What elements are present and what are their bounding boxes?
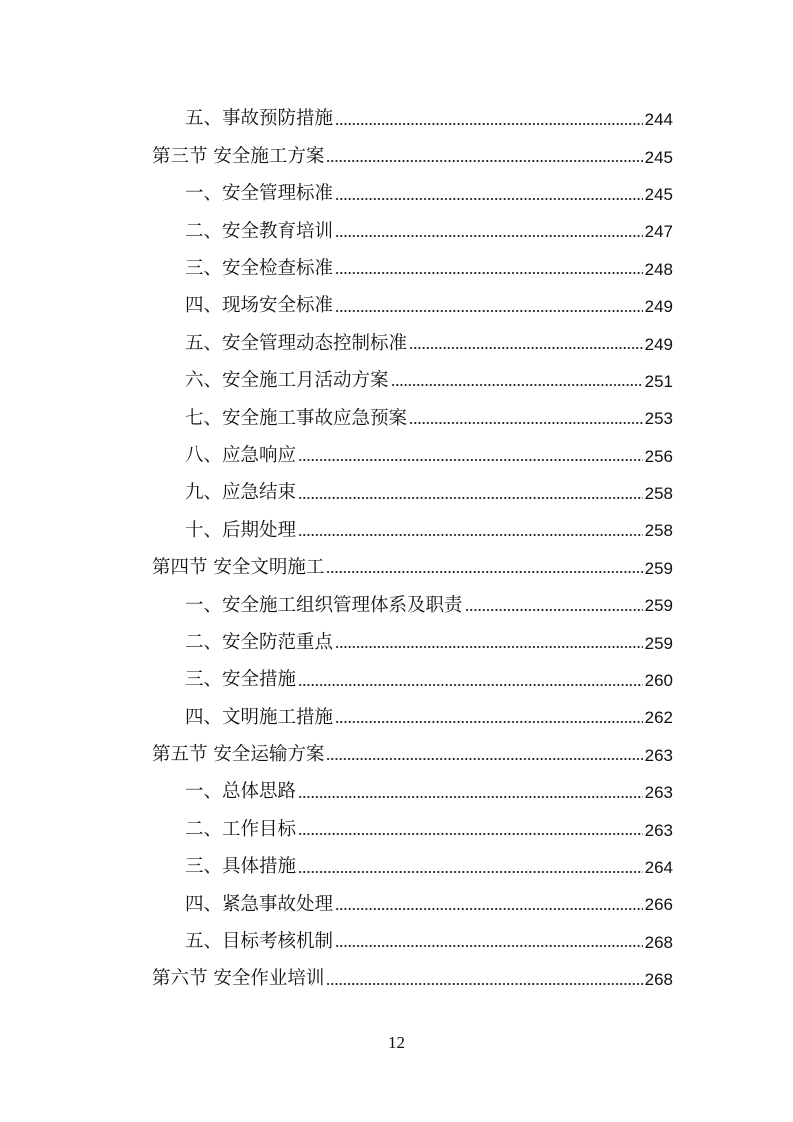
toc-entry-page: 256 — [644, 446, 673, 466]
toc-subsection-entry[interactable] — [0, 849, 793, 886]
dot-leader — [298, 783, 643, 802]
toc-subsection-entry[interactable] — [0, 251, 793, 288]
toc-entry-label: 第四节 安全文明施工 — [152, 557, 325, 579]
toc-entry-page: 245 — [644, 147, 673, 167]
dot-leader — [335, 260, 643, 279]
dot-leader — [298, 821, 643, 840]
dot-leader — [409, 335, 643, 354]
toc-entry-page: 266 — [644, 895, 673, 915]
toc-entry-label: 九、应急结束 — [185, 482, 297, 504]
toc-entry-page: 245 — [644, 184, 673, 204]
toc-entry-label: 四、文明施工措施 — [185, 706, 334, 728]
toc-entry-label: 四、紧急事故处理 — [185, 893, 334, 915]
dot-leader — [409, 410, 643, 429]
dot-leader — [298, 671, 643, 690]
dot-leader — [298, 484, 643, 503]
toc-entry-label: 第六节 安全作业培训 — [152, 968, 325, 990]
toc-entry-label: 八、应急响应 — [185, 444, 297, 466]
toc-subsection-entry[interactable] — [0, 624, 793, 661]
toc-entry-label: 三、具体措施 — [185, 856, 297, 878]
toc-entry-label: 七、安全施工事故应急预案 — [185, 407, 408, 429]
toc-entry-page: 251 — [644, 371, 673, 391]
toc-subsection-entry[interactable] — [0, 288, 793, 325]
toc-entry-label: 一、总体思路 — [185, 781, 297, 803]
toc-subsection-entry[interactable] — [0, 400, 793, 437]
toc-subsection-entry[interactable] — [0, 886, 793, 923]
toc-entry-label: 一、安全施工组织管理体系及职责 — [185, 594, 463, 616]
dot-leader — [335, 110, 643, 129]
toc-entry-page: 259 — [644, 558, 673, 578]
toc-entry-page: 263 — [644, 783, 673, 803]
toc-entry-page: 260 — [644, 671, 673, 691]
toc-entry-page: 249 — [644, 297, 673, 317]
dot-leader — [298, 522, 643, 541]
toc-subsection-entry[interactable] — [0, 924, 793, 961]
toc-section-entry[interactable] — [0, 961, 793, 998]
toc-entry-label: 三、安全检查标准 — [185, 258, 334, 279]
toc-entry-label: 六、安全施工月活动方案 — [185, 370, 389, 392]
dot-leader — [335, 709, 643, 728]
toc-entry-label: 四、现场安全标准 — [185, 295, 334, 317]
dot-leader — [335, 185, 643, 204]
toc-subsection-entry[interactable] — [0, 176, 793, 213]
dot-leader — [298, 858, 643, 877]
toc-entry-page: 263 — [644, 820, 673, 840]
toc-entry-label: 五、目标考核机制 — [185, 931, 334, 953]
toc-entry-label: 二、安全教育培训 — [185, 220, 334, 242]
toc-entry-page: 249 — [644, 334, 673, 354]
toc-entry-label: 一、安全管理标准 — [185, 183, 334, 205]
toc-entry-page: 248 — [644, 259, 673, 279]
toc-subsection-entry[interactable] — [0, 363, 793, 400]
toc-entry-page: 264 — [644, 858, 673, 877]
dot-leader — [465, 597, 643, 616]
toc-entry-label: 二、工作目标 — [185, 818, 297, 840]
toc-entry-label: 第三节 安全施工方案 — [152, 145, 325, 167]
toc-entry-label: 五、事故预防措施 — [185, 108, 334, 130]
toc-section-entry[interactable] — [0, 737, 793, 774]
dot-leader — [326, 970, 642, 989]
dot-leader — [391, 372, 643, 391]
dot-leader — [326, 148, 642, 167]
toc-entry-label: 十、后期处理 — [185, 519, 297, 541]
toc-subsection-entry[interactable] — [0, 662, 793, 699]
page-number: 12 — [388, 1033, 405, 1052]
table-of-contents — [0, 101, 793, 998]
toc-entry-page: 268 — [644, 932, 673, 952]
toc-entry-label: 五、安全管理动态控制标准 — [185, 332, 408, 354]
toc-subsection-entry[interactable] — [0, 811, 793, 848]
toc-entry-label: 三、安全措施 — [185, 669, 297, 691]
toc-section-entry[interactable] — [0, 550, 793, 587]
toc-entry-page: 247 — [644, 222, 673, 242]
toc-entry-page: 268 — [644, 970, 673, 990]
dot-leader — [335, 896, 643, 915]
toc-entry-page: 258 — [644, 484, 673, 504]
toc-subsection-entry[interactable] — [0, 101, 793, 138]
toc-entry-page: 259 — [644, 596, 673, 616]
toc-subsection-entry[interactable] — [0, 512, 793, 549]
dot-leader — [298, 447, 643, 466]
dot-leader — [326, 746, 642, 765]
dot-leader — [335, 297, 643, 316]
toc-subsection-entry[interactable] — [0, 325, 793, 362]
toc-subsection-entry[interactable] — [0, 699, 793, 736]
toc-entry-page: 259 — [644, 633, 673, 653]
toc-subsection-entry[interactable] — [0, 587, 793, 624]
toc-section-entry[interactable] — [0, 138, 793, 175]
toc-subsection-entry[interactable] — [0, 213, 793, 250]
toc-entry-page: 253 — [644, 409, 673, 429]
dot-leader — [335, 223, 643, 242]
toc-subsection-entry[interactable] — [0, 774, 793, 811]
dot-leader — [335, 933, 643, 952]
toc-entry-page: 262 — [644, 708, 673, 728]
toc-entry-page: 263 — [644, 745, 673, 765]
toc-entry-label: 二、安全防范重点 — [185, 631, 334, 653]
toc-entry-page: 258 — [644, 521, 673, 541]
dot-leader — [335, 634, 643, 653]
toc-subsection-entry[interactable] — [0, 438, 793, 475]
dot-leader — [326, 559, 642, 578]
toc-subsection-entry[interactable] — [0, 475, 793, 512]
toc-entry-page: 244 — [644, 110, 673, 130]
toc-entry-label: 第五节 安全运输方案 — [152, 744, 325, 766]
